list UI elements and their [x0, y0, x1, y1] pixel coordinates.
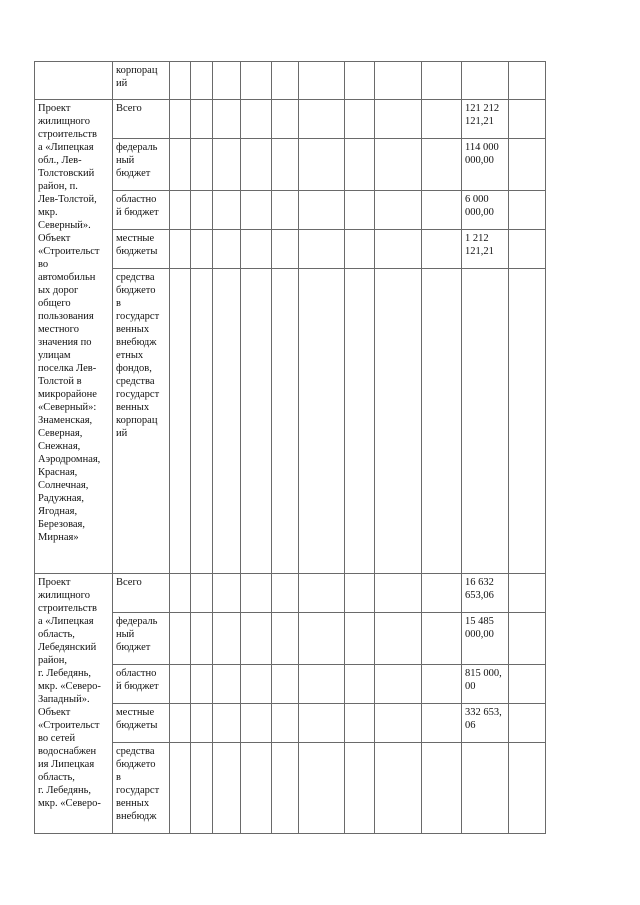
project-name-cell: Проект жилищного строительств а «Липецкая область, Лебедянский район, г. Лебедянь, мкр. «Северо- Западный». Объект «Строительст во сетей водоснабжен ия Липецкая область, г. Лебедянь, мкр. «Северо- — [35, 574, 113, 834]
source-cell: корпорац ий — [113, 62, 170, 100]
source-cell: федераль ный бюджет — [113, 613, 170, 665]
project-name-cell: Проект жилищного строительств а «Липецкая обл., Лев- Толстовский район, п. Лев-Толстой, мкр. Северный». Объект «Строительст во автомобильн ых дорог общего пользования местного значения по улицам поселка Лев- Толстой в микрорайоне «Северный»: Знаменская, Северная, Снежная, Аэродромная, Красная, Солнечная, Радужная, Ягодная, Березовая, Мирная» — [35, 100, 113, 574]
source-cell: Всего — [113, 100, 170, 139]
source-cell: местные бюджеты — [113, 230, 170, 269]
source-cell: федераль ный бюджет — [113, 139, 170, 191]
total-cell: 16 632 653,06 — [462, 574, 509, 613]
source-cell: средства бюджето в государст венных внебюдж етных фондов, средства государст венных корпорац ий — [113, 269, 170, 574]
total-cell: 332 653, 06 — [462, 704, 509, 743]
total-cell: 114 000 000,00 — [462, 139, 509, 191]
project-cell — [35, 62, 113, 100]
table-row — [35, 100, 546, 139]
total-cell — [462, 269, 509, 574]
total-cell — [462, 62, 509, 100]
total-cell: 1 212 121,21 — [462, 230, 509, 269]
total-cell: 121 212 121,21 — [462, 100, 509, 139]
table-row — [35, 62, 546, 100]
source-cell: Всего — [113, 574, 170, 613]
source-cell: средства бюджето в государст венных внебюдж — [113, 743, 170, 834]
table-row — [35, 574, 546, 613]
total-cell — [462, 743, 509, 834]
source-cell: местные бюджеты — [113, 704, 170, 743]
total-cell: 15 485 000,00 — [462, 613, 509, 665]
source-cell: областно й бюджет — [113, 191, 170, 230]
total-cell: 815 000, 00 — [462, 665, 509, 704]
source-cell: областно й бюджет — [113, 665, 170, 704]
funding-table — [34, 61, 546, 834]
total-cell: 6 000 000,00 — [462, 191, 509, 230]
